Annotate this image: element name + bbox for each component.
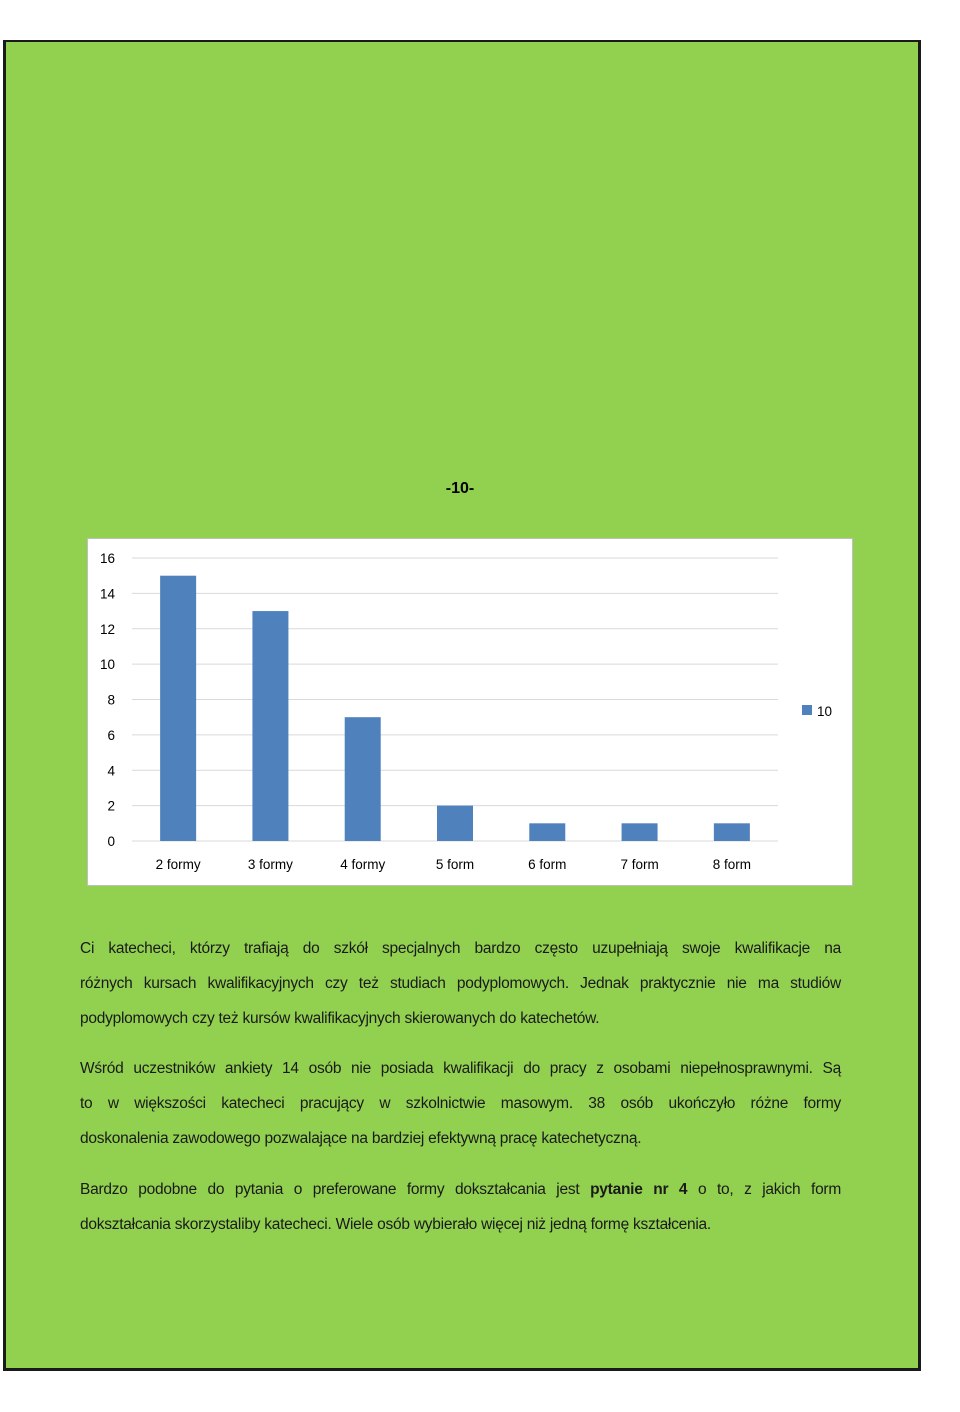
y-tick-label: 14 (99, 586, 115, 602)
bar (437, 806, 473, 841)
question-reference: pytanie nr 4 (590, 1181, 688, 1198)
x-tick-label: 7 form (620, 857, 659, 872)
paragraph-line: różnych kursach kwalifikacyjnych czy też studiach podyplomowych. Jednak praktycznie nie ma studiów (80, 975, 841, 992)
paragraph-qualifications (80, 931, 841, 1036)
y-tick-label: 4 (107, 763, 115, 779)
paragraph-line (80, 1172, 841, 1207)
y-tick-label: 10 (99, 657, 115, 673)
bar (345, 717, 381, 841)
legend-label: 10 (817, 704, 833, 719)
y-tick-label: 16 (99, 551, 115, 566)
y-tick-label: 2 (107, 798, 115, 814)
bar-chart (87, 538, 853, 886)
y-tick-label: 12 (99, 621, 115, 637)
y-tick-label: 8 (107, 692, 115, 708)
paragraph-question-4 (80, 1172, 841, 1242)
legend-swatch (802, 705, 812, 715)
bar (622, 823, 658, 841)
bar (160, 576, 196, 841)
bar (252, 611, 288, 841)
bar (714, 823, 750, 841)
paragraph-text: Bardzo podobne do pytania o preferowane formy dokształcania jest (80, 1181, 580, 1198)
x-tick-label: 6 form (528, 857, 567, 872)
x-tick-label: 4 formy (340, 857, 386, 872)
paragraph-line: dokształcania skorzystaliby katecheci. Wiele osób wybierało więcej niż jedną formę kształcenia. (80, 1216, 711, 1233)
paragraph-line: to w większości katecheci pracujący w szkolnictwie masowym. 38 osób ukończyło różne formy (80, 1095, 841, 1112)
paragraph-line: doskonalenia zawodowego pozwalające na bardziej efektywną pracę katechetyczną. (80, 1130, 642, 1147)
bar-chart-svg (88, 539, 852, 885)
paragraph-line: Ci katecheci, którzy trafiają do szkół specjalnych bardzo często uzupełniają swoje kwalifikacje na (80, 940, 841, 957)
paragraph-text: o to, z jakich form (697, 1181, 842, 1198)
y-tick-label: 6 (107, 727, 115, 743)
paragraph-survey-participants (80, 1051, 841, 1156)
paragraph-line: podyplomowych czy też kursów kwalifikacyjnych skierowanych do katechetów. (80, 1010, 600, 1027)
x-tick-label: 8 form (712, 857, 751, 872)
x-tick-label: 3 formy (247, 857, 293, 872)
page-number: -10- (445, 480, 475, 497)
bar (529, 823, 565, 841)
x-tick-label: 2 formy (155, 857, 201, 872)
paragraph-line: Wśród uczestników ankiety 14 osób nie posiada kwalifikacji do pracy z osobami niepełnosprawnymi. Są (80, 1060, 841, 1077)
y-tick-label: 0 (107, 834, 115, 849)
x-tick-label: 5 form (435, 857, 475, 872)
